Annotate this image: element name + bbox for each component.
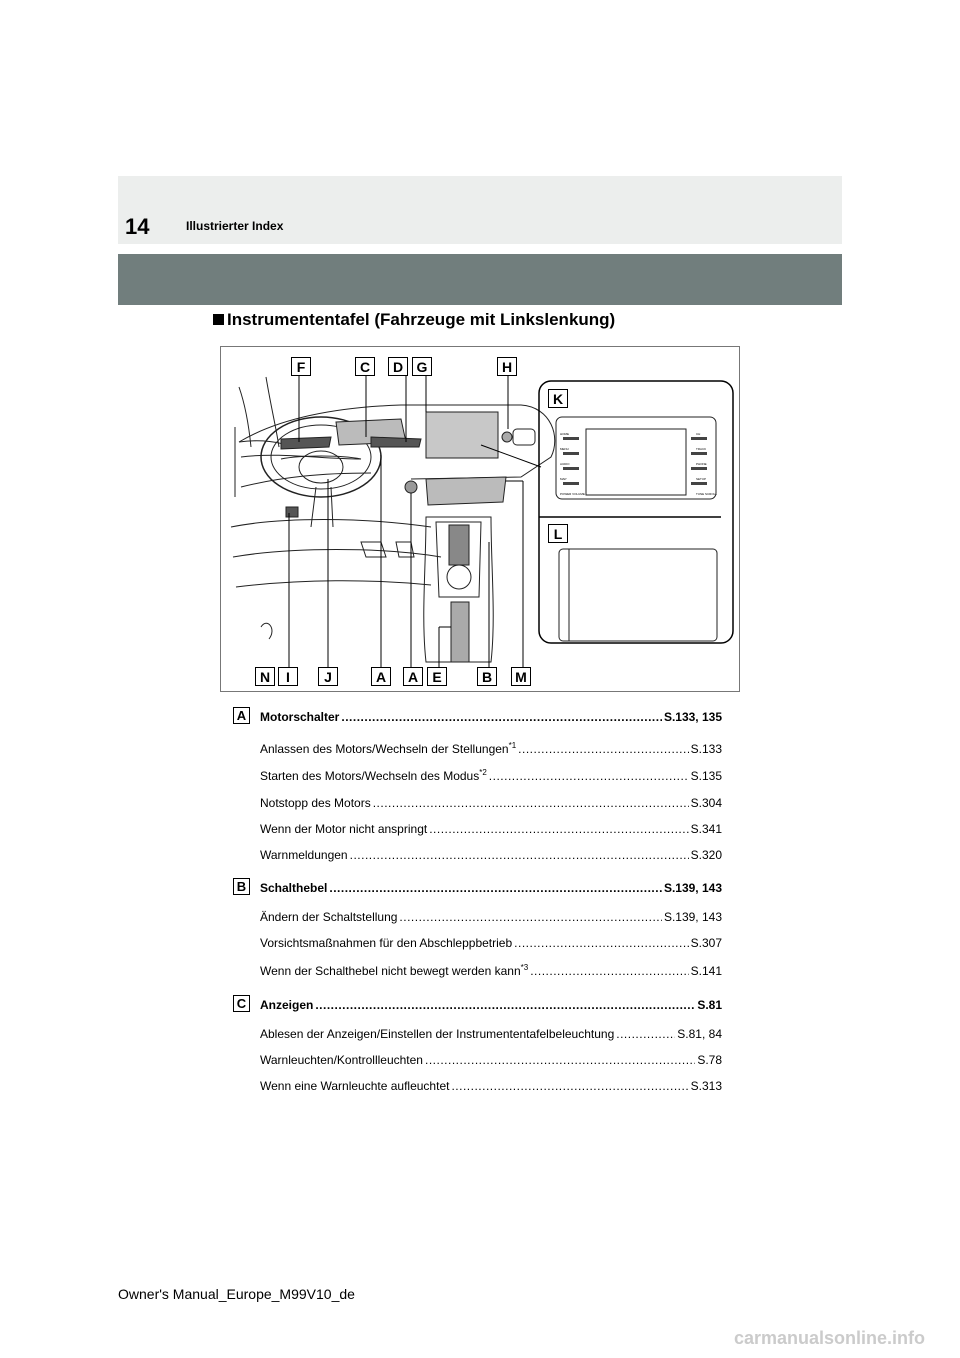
category-letter-c: C [233, 995, 250, 1012]
footnote-mark: *1 [508, 741, 517, 750]
header-band [118, 254, 842, 305]
radio-label-tune: TUNE SCROLL [696, 492, 718, 496]
entry-text: Wenn der Motor nicht anspringt [260, 822, 428, 836]
radio-label-menu: MENU [560, 447, 569, 451]
callout-label-a-2: A [403, 667, 423, 686]
page-number: 14 [125, 214, 150, 239]
entry-page-ref: S.313 [690, 1079, 722, 1093]
footnote-mark: *3 [520, 963, 529, 972]
callout-label-d: D [388, 357, 408, 376]
category-letter-b: B [233, 878, 250, 895]
index-subentry [260, 1053, 722, 1067]
entry-text: Warnleuchten/Kontrollleuchten [260, 1053, 423, 1067]
callout-label-b: B [477, 667, 497, 686]
entry-page-ref: S.139, 143 [663, 910, 722, 924]
index-subentry [260, 1079, 722, 1093]
callout-label-j: J [318, 667, 338, 686]
callout-label-g: G [412, 357, 432, 376]
index-subentry [260, 936, 722, 950]
entry-page-ref: S.307 [690, 936, 722, 950]
entry-page-ref: S.81, 84 [677, 1027, 722, 1041]
entry-page-ref: S.133, 135 [663, 710, 722, 724]
entry-text: Anlassen des Motors/Wechseln der Stellungen [260, 742, 509, 756]
entry-text: Vorsichtsmaßnahmen für den Abschleppbetrieb [260, 936, 513, 950]
entry-text: Ändern der Schaltstellung [260, 910, 398, 924]
callout-label-c: C [355, 357, 375, 376]
index-subentry [260, 848, 722, 862]
index-entry-c [260, 998, 722, 1012]
radio-label-setup: SETUP [696, 477, 707, 481]
radio-label-audio: AUDIO [560, 462, 570, 466]
footnote-mark: *2 [479, 768, 487, 777]
radio-label-track: TRACK [696, 447, 707, 451]
section-title: Instrumententafel (Fahrzeuge mit Linkslenkung) [213, 310, 615, 330]
square-bullet-icon [213, 314, 224, 325]
entry-page-ref: S.304 [690, 796, 722, 810]
entry-text: Warnmeldungen [260, 848, 348, 862]
callout-label-e: E [427, 667, 447, 686]
radio-label-home: HOME [560, 432, 569, 436]
dashboard-illustration [220, 346, 740, 692]
entry-page-ref: S.133 [690, 742, 722, 756]
index-subentry [260, 768, 722, 783]
watermark: carmanualsonline.info [734, 1328, 926, 1348]
entry-text: Notstopp des Motors [260, 796, 371, 810]
page-footer: Owner's Manual_Europe_M99V10_de [118, 1286, 355, 1302]
entry-title: Anzeigen [260, 998, 314, 1012]
entry-page-ref: S.341 [690, 822, 722, 836]
entry-text: Wenn eine Warnleuchte aufleuchtet [260, 1079, 450, 1093]
header-title: Illustrierter Index [186, 219, 284, 233]
callout-label-i: I [278, 667, 298, 686]
leader-dots [341, 710, 662, 724]
entry-page-ref: S.135 [690, 769, 722, 783]
entry-page-ref: S.141 [690, 964, 722, 978]
entry-page-ref: S.81 [697, 998, 722, 1012]
callout-label-k: K [548, 389, 568, 408]
radio-label-map: MAP [560, 477, 567, 481]
entry-text: Starten des Motors/Wechseln des Modus [260, 769, 480, 783]
callout-label-m: M [511, 667, 531, 686]
radio-label-phone: PHONE [696, 462, 707, 466]
callout-label-n: N [255, 667, 275, 686]
entry-page-ref: S.139, 143 [663, 881, 722, 895]
index-subentry [260, 910, 722, 924]
index-entry-a [260, 710, 722, 724]
index-subentry [260, 1027, 722, 1041]
callout-label-l: L [548, 524, 568, 543]
index-subentry [260, 741, 722, 756]
header-bar [118, 176, 842, 244]
entry-text: Wenn der Schalthebel nicht bewegt werden kann [260, 964, 521, 978]
radio-label-power: POWER VOLUME [560, 492, 585, 496]
entry-title: Motorschalter [260, 710, 340, 724]
index-subentry [260, 822, 722, 836]
index-subentry [260, 963, 722, 978]
category-letter-a: A [233, 707, 250, 724]
entry-page-ref: S.78 [697, 1053, 722, 1067]
callout-label-h: H [497, 357, 517, 376]
index-subentry [260, 796, 722, 810]
entry-page-ref: S.320 [690, 848, 722, 862]
callout-label-f: F [291, 357, 311, 376]
callout-label-a: A [371, 667, 391, 686]
entry-text: Ablesen der Anzeigen/Einstellen der Instrumententafelbeleuchtung [260, 1027, 615, 1041]
dashboard-drawing [221, 347, 741, 693]
radio-label-ch: CH [696, 432, 701, 436]
index-entry-b [260, 881, 722, 895]
entry-title: Schalthebel [260, 881, 328, 895]
